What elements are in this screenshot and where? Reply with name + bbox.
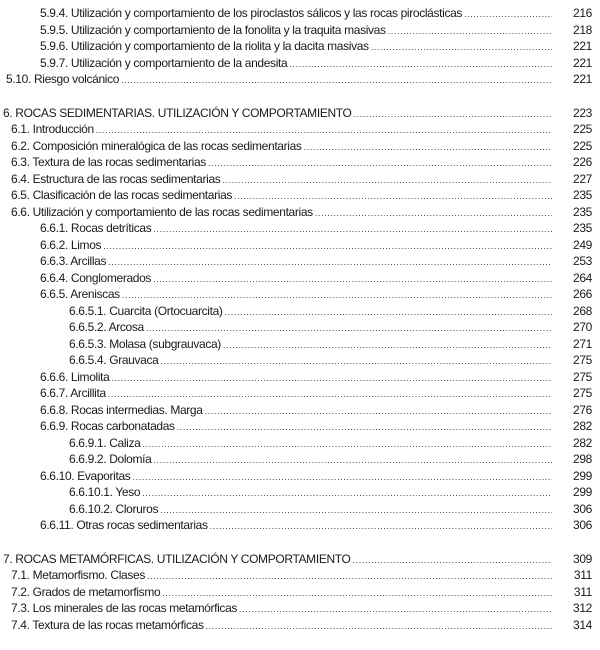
toc-section	[0, 551, 600, 634]
toc-entry-page: 226	[573, 155, 592, 169]
toc-entry-number: 7.	[3, 551, 13, 566]
toc-entry-number: 6.6.5.	[40, 287, 68, 301]
toc-entry-number: 6.6.9.2.	[69, 452, 107, 466]
toc-entry	[0, 451, 600, 468]
toc-entry-number: 6.6.8.	[40, 402, 68, 417]
toc-entry-number: 7.3.	[11, 601, 30, 615]
dot-leader	[108, 254, 552, 271]
dot-leader	[353, 552, 552, 569]
toc-entry-page: 311	[573, 584, 592, 599]
dot-leader	[315, 205, 552, 222]
dot-leader	[210, 518, 552, 535]
toc-entry-number: 5.9.5.	[40, 22, 68, 37]
toc-entry-text: Composición mineralógica de las rocas sedimentarias	[32, 138, 302, 153]
toc-entry-page: 223	[573, 105, 592, 120]
toc-entry-title	[11, 204, 313, 221]
toc-entry-title	[40, 55, 287, 72]
dot-leader	[223, 337, 552, 354]
toc-entry	[0, 154, 600, 171]
dot-leader	[208, 155, 552, 172]
toc-entry-title	[40, 22, 386, 39]
toc-entry-text: Introducción	[32, 122, 94, 136]
toc-entry-text: Metamorfismo. Clases	[32, 568, 145, 582]
toc-entry	[0, 617, 600, 634]
toc-entry-number: 6.6.11.	[40, 518, 74, 532]
toc-entry-page: 298	[573, 452, 592, 466]
toc-entry-page: 282	[573, 419, 592, 433]
toc-entry-text: Grados de metamorfismo	[32, 584, 161, 599]
toc-entry	[0, 501, 600, 518]
toc-entry	[0, 584, 600, 601]
toc-entry-title	[11, 171, 220, 188]
toc-entry	[0, 418, 600, 435]
table-of-contents	[0, 5, 600, 650]
toc-entry-page: 309	[573, 551, 592, 566]
toc-entry	[0, 270, 600, 287]
toc-entry-page: 235	[573, 221, 592, 235]
dot-leader	[103, 238, 552, 255]
toc-entry-text: Molasa (subgrauvaca)	[109, 336, 221, 351]
toc-entry-text: Clasificación de las rocas sedimentarias	[32, 188, 233, 202]
dot-leader	[121, 72, 552, 89]
toc-entry-title	[69, 451, 151, 468]
toc-entry	[0, 253, 600, 270]
dot-leader	[132, 469, 552, 486]
dot-leader	[162, 585, 552, 602]
toc-entry-title	[11, 138, 302, 155]
toc-entry	[0, 303, 600, 320]
toc-entry-title	[69, 303, 223, 320]
toc-entry	[0, 38, 600, 55]
dot-leader	[108, 386, 552, 403]
dot-leader	[160, 502, 552, 519]
toc-entry-number: 6.6.9.1.	[69, 435, 107, 450]
toc-entry	[0, 551, 600, 568]
toc-entry-page: 311	[573, 568, 592, 582]
toc-entry-title	[69, 435, 140, 452]
toc-entry-text: Cloruros	[115, 501, 159, 516]
toc-entry-page: 271	[573, 336, 592, 351]
toc-entry-number: 6.2.	[11, 138, 30, 153]
toc-entry	[0, 5, 600, 22]
toc-entry-page: 227	[573, 171, 592, 186]
toc-entry-title	[3, 551, 351, 568]
toc-entry-text: ROCAS SEDIMENTARIAS. UTILIZACIÓN Y COMPORTAMIENTO	[15, 105, 352, 120]
dot-leader	[239, 601, 552, 618]
toc-entry	[0, 138, 600, 155]
toc-entry	[0, 187, 600, 204]
dot-leader	[153, 271, 552, 288]
toc-entry-page: 235	[573, 188, 592, 202]
toc-entry-number: 6.5.	[11, 188, 30, 202]
toc-entry-page: 225	[573, 122, 592, 136]
dot-leader	[160, 353, 552, 370]
toc-entry-text: Estructura de las rocas sedimentarias	[32, 171, 221, 186]
dot-leader	[388, 23, 552, 40]
toc-entry	[0, 121, 600, 138]
toc-entry	[0, 600, 600, 617]
toc-entry-number: 5.9.7.	[40, 55, 68, 70]
dot-leader	[205, 403, 552, 420]
toc-entry	[0, 567, 600, 584]
toc-entry-page: 218	[573, 22, 592, 37]
toc-entry-title	[40, 286, 120, 303]
toc-entry	[0, 385, 600, 402]
toc-entry-text: Conglomerados	[70, 270, 152, 285]
toc-entry-number: 6.6.6.	[40, 369, 68, 384]
toc-entry	[0, 352, 600, 369]
toc-entry-title	[11, 600, 237, 617]
toc-entry-text: Rocas carbonatadas	[70, 419, 175, 433]
toc-entry-title	[3, 105, 352, 122]
toc-entry-text: Utilización y comportamiento de los piroclastos sálicos y las rocas piroclásticas	[70, 6, 463, 20]
toc-entry-text: Rocas intermedias. Marga	[70, 402, 203, 417]
toc-entry-number: 6.	[3, 105, 13, 120]
toc-entry-number: 6.6.3.	[40, 254, 68, 268]
toc-entry-text: Otras rocas sedimentarias	[76, 518, 208, 532]
toc-entry-number: 6.6.10.2.	[69, 501, 113, 516]
toc-entry-title	[40, 402, 203, 419]
dot-leader	[354, 106, 552, 123]
toc-entry-text: Limos	[70, 237, 102, 252]
dot-leader	[177, 419, 552, 436]
dot-leader	[111, 370, 552, 387]
toc-entry	[0, 319, 600, 336]
toc-entry-page: 249	[573, 237, 592, 252]
toc-entry-text: Los minerales de las rocas metamórficas	[32, 601, 238, 615]
dot-leader	[153, 221, 552, 238]
toc-entry-text: Textura de las rocas sedimentarias	[32, 155, 206, 169]
toc-entry	[0, 220, 600, 237]
toc-entry-text: Textura de las rocas metamórficas	[32, 617, 204, 632]
toc-entry-text: Utilización y comportamiento de la andesita	[70, 55, 288, 70]
toc-entry-page: 299	[573, 485, 592, 499]
toc-entry-text: Arcosa	[108, 320, 144, 334]
toc-entry-page: 221	[573, 55, 592, 70]
toc-entry-number: 6.6.5.3.	[69, 336, 107, 351]
toc-entry-text: Caliza	[109, 435, 141, 450]
toc-entry-number: 6.6.4.	[40, 270, 68, 285]
toc-entry-title	[69, 319, 144, 336]
toc-section	[0, 5, 600, 88]
toc-entry-title	[11, 584, 160, 601]
toc-entry	[0, 22, 600, 39]
toc-entry-page: 235	[573, 204, 592, 219]
dot-leader	[371, 39, 552, 56]
toc-entry-page: 225	[573, 138, 592, 153]
toc-entry-title	[40, 385, 106, 402]
toc-entry-title	[40, 517, 208, 534]
toc-entry-title	[69, 336, 221, 353]
toc-entry-title	[69, 352, 158, 369]
toc-entry-number: 6.3.	[11, 155, 30, 169]
toc-entry	[0, 468, 600, 485]
toc-entry-number: 6.6.10.1.	[69, 485, 113, 499]
toc-entry-text: Grauvaca	[109, 353, 159, 367]
toc-entry-text: Arcillita	[70, 386, 106, 400]
toc-entry-title	[40, 270, 151, 287]
toc-entry-page: 312	[573, 601, 592, 615]
toc-entry-page: 221	[573, 39, 592, 53]
toc-entry-number: 6.6.1.	[40, 221, 68, 235]
toc-entry-page: 306	[573, 518, 592, 532]
dot-leader	[289, 56, 552, 73]
toc-entry	[0, 369, 600, 386]
toc-entry-text: Yeso	[115, 485, 141, 499]
toc-entry-number: 5.9.6.	[40, 39, 68, 53]
toc-entry-text: Riesgo volcánico	[33, 72, 120, 86]
toc-entry-page: 275	[573, 386, 592, 400]
toc-entry-title	[40, 38, 369, 55]
toc-entry-number: 6.6.2.	[40, 237, 68, 252]
toc-entry-title	[11, 617, 204, 634]
dot-leader	[142, 436, 552, 453]
toc-entry-title	[11, 121, 94, 138]
toc-entry-number: 6.6.	[11, 204, 30, 219]
toc-entry-page: 216	[573, 6, 592, 20]
dot-leader	[153, 452, 552, 469]
toc-entry	[0, 336, 600, 353]
toc-entry-page: 266	[573, 287, 592, 301]
dot-leader	[234, 188, 552, 205]
dot-leader	[464, 6, 552, 23]
toc-entry-text: Cuarcita (Ortocuarcita)	[109, 303, 223, 318]
toc-entry-text: Evaporitas	[77, 468, 131, 483]
toc-entry-number: 7.1.	[11, 568, 30, 582]
toc-entry-number: 6.6.9.	[40, 419, 68, 433]
toc-entry-number: 6.6.5.1.	[69, 303, 107, 318]
toc-entry-number: 6.1.	[11, 122, 30, 136]
toc-entry-page: 253	[573, 254, 592, 268]
toc-entry-title	[69, 484, 140, 501]
toc-entry	[0, 517, 600, 534]
toc-entry-title	[11, 187, 232, 204]
toc-entry-page: 282	[573, 435, 592, 450]
toc-entry-page: 275	[573, 369, 592, 384]
toc-entry	[0, 171, 600, 188]
toc-entry-number: 6.6.5.4.	[69, 353, 107, 367]
toc-entry-title	[40, 369, 109, 386]
toc-entry-text: Dolomía	[109, 452, 152, 466]
toc-entry-title	[40, 5, 462, 22]
dot-leader	[142, 485, 552, 502]
toc-entry-title	[40, 253, 106, 270]
toc-entry-number: 6.6.10.	[40, 468, 75, 483]
dot-leader	[122, 287, 552, 304]
dot-leader	[146, 320, 552, 337]
toc-entry	[0, 204, 600, 221]
toc-entry-page: 299	[573, 468, 592, 483]
toc-entry-number: 6.6.5.2.	[69, 320, 107, 334]
toc-entry	[0, 105, 600, 122]
toc-entry-number: 5.10.	[6, 72, 31, 86]
toc-entry-text: Areniscas	[70, 287, 120, 301]
toc-entry-page: 221	[573, 72, 592, 86]
dot-leader	[147, 568, 552, 585]
toc-entry-text: ROCAS METAMÓRFICAS. UTILIZACIÓN Y COMPORTAMIENTO	[15, 551, 351, 566]
toc-entry-title	[40, 220, 151, 237]
toc-entry	[0, 402, 600, 419]
toc-entry-number: 7.2.	[11, 584, 30, 599]
dot-leader	[225, 304, 552, 321]
toc-entry	[0, 435, 600, 452]
toc-entry-page: 264	[573, 270, 592, 285]
dot-leader	[96, 122, 552, 139]
toc-entry-title	[11, 567, 145, 584]
toc-entry-page: 306	[573, 501, 592, 516]
toc-entry-page: 314	[573, 617, 592, 632]
toc-entry-number: 6.6.7.	[40, 386, 68, 400]
toc-entry-text: Utilización y comportamiento de la riolita y la dacita masivas	[70, 39, 369, 53]
toc-entry-text: Arcillas	[70, 254, 107, 268]
toc-entry-title	[6, 71, 119, 88]
toc-entry	[0, 286, 600, 303]
toc-entry-number: 5.9.4.	[40, 6, 68, 20]
toc-entry-number: 7.4.	[11, 617, 30, 632]
toc-entry-title	[11, 154, 206, 171]
toc-entry	[0, 71, 600, 88]
toc-entry-page: 275	[573, 353, 592, 367]
toc-entry-text: Utilización y comportamiento de las rocas sedimentarias	[32, 204, 313, 219]
toc-entry-page: 268	[573, 303, 592, 318]
toc-section	[0, 105, 600, 534]
toc-entry	[0, 484, 600, 501]
toc-entry-page: 276	[573, 402, 592, 417]
toc-entry	[0, 237, 600, 254]
dot-leader	[222, 172, 552, 189]
toc-entry-title	[69, 501, 158, 518]
dot-leader	[304, 139, 552, 156]
toc-entry-text: Utilización y comportamiento de la fonolita y la traquita masivas	[70, 22, 386, 37]
toc-entry-title	[40, 418, 175, 435]
toc-entry-title	[40, 468, 130, 485]
toc-entry-page: 270	[573, 320, 592, 334]
toc-entry	[0, 55, 600, 72]
dot-leader	[206, 618, 552, 635]
toc-entry-text: Limolita	[70, 369, 110, 384]
toc-entry-number: 6.4.	[11, 171, 30, 186]
toc-entry-title	[40, 237, 101, 254]
toc-entry-text: Rocas detríticas	[70, 221, 152, 235]
